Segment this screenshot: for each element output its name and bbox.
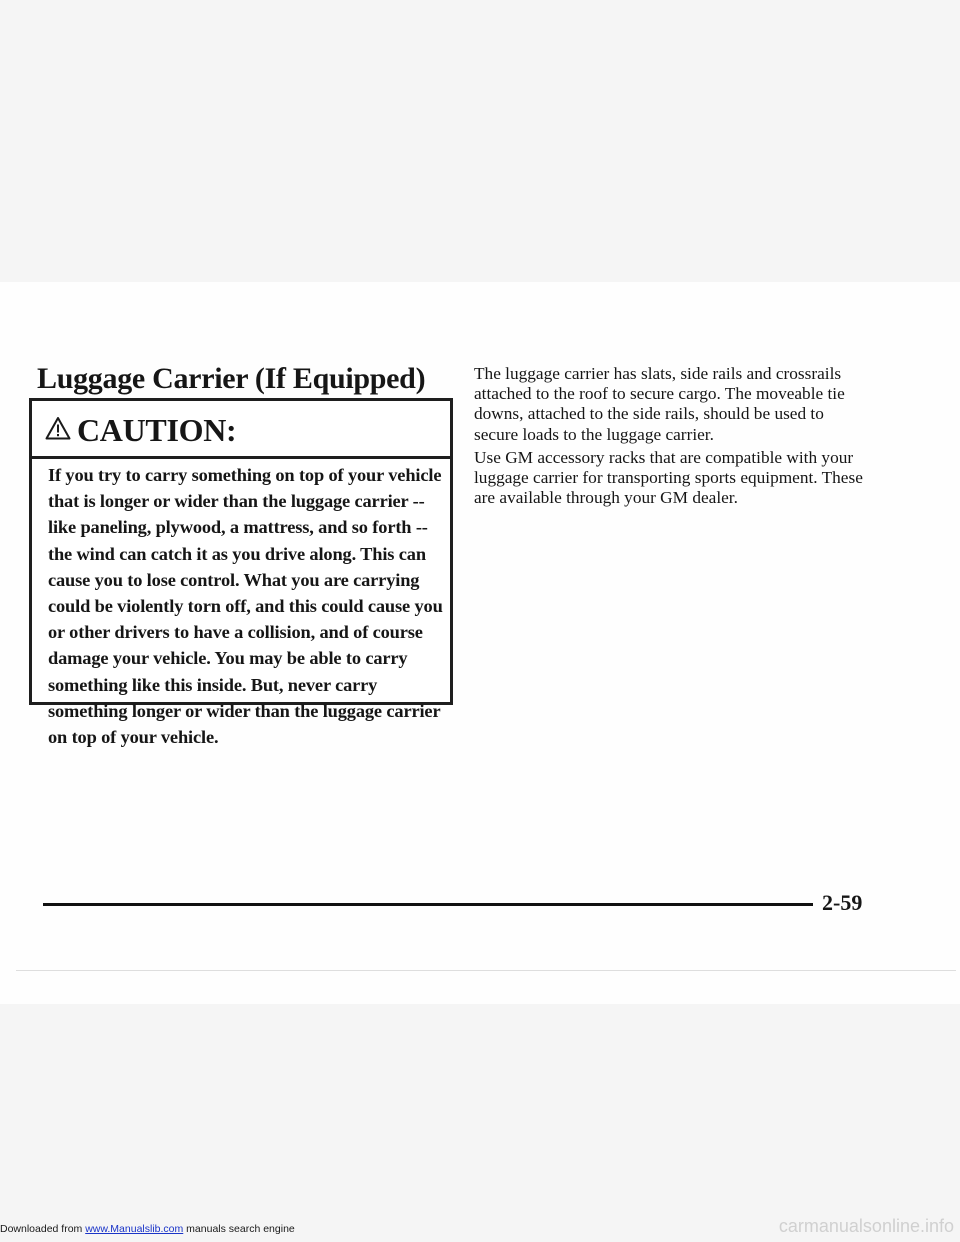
footer-prefix: Downloaded from	[0, 1223, 86, 1235]
section-title: Luggage Carrier (If Equipped)	[37, 362, 426, 395]
caution-header	[32, 401, 450, 459]
page-rule	[43, 903, 813, 906]
paragraph-accessory-racks: Use GM accessory racks that are compatible with your luggage carrier for transporting sports equipment. These are available through your GM dealer.	[474, 448, 863, 508]
warning-triangle-icon	[45, 416, 71, 440]
download-footer	[0, 1222, 295, 1236]
scan-edge-line	[16, 970, 956, 971]
paragraph-luggage-carrier: The luggage carrier has slats, side rails and crossrails attached to the roof to secure cargo. The moveable tie downs, attached to the side rails, should be used to secure loads to the luggage carrier.	[474, 364, 845, 444]
caution-box	[29, 398, 453, 748]
manualslib-link[interactable]: www.Manualslib.com	[85, 1223, 184, 1235]
footer-suffix: manuals search engine	[183, 1223, 295, 1235]
caution-label: CAUTION:	[77, 412, 237, 448]
watermark-text: carmanualsonline.info	[778, 1216, 954, 1236]
caution-text: If you try to carry something on top of your vehicle that is longer or wider than the luggage carrier -- like paneling, plywood, a mattress, and so forth -- the wind can catch it as you drive along. This can cause you to lose control. What you are carrying could be violently torn off, and this could cause you or other drivers to have a collision, and of course damage your vehicle. You may be able to carry something like this inside. But, never carry something longer or wider than the luggage carrier on top of your vehicle.	[48, 465, 443, 748]
page-number: 2-59	[822, 890, 863, 915]
